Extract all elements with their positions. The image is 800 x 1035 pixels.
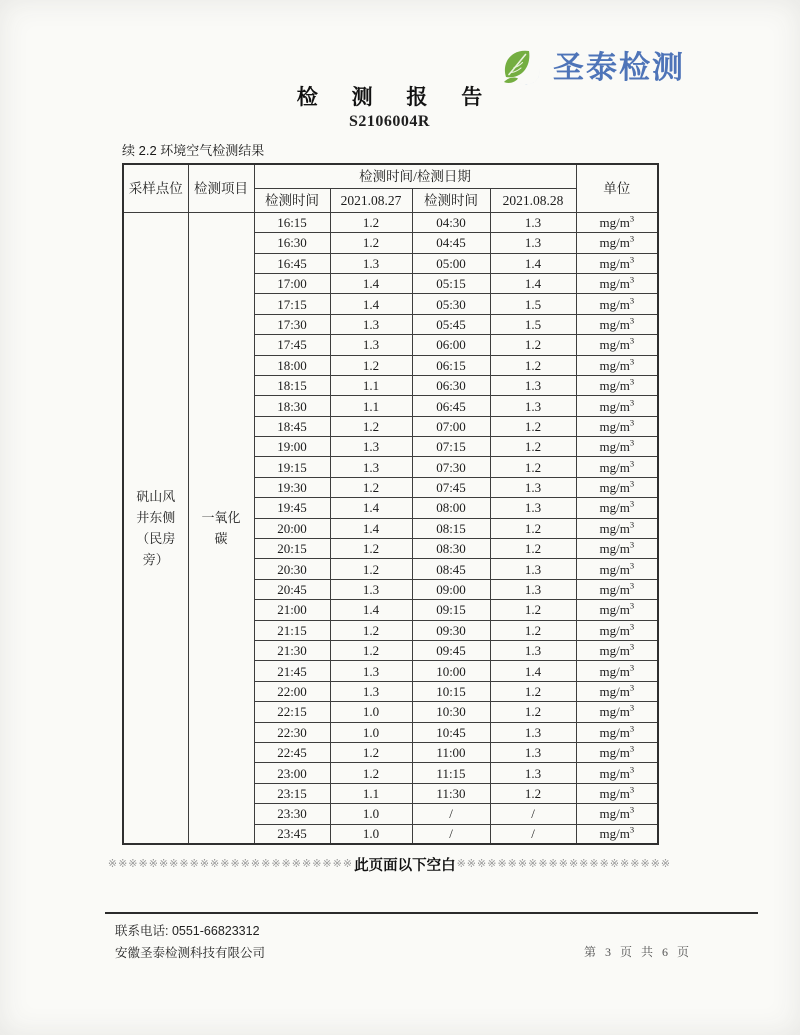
time-cell-day1: 23:00 (254, 763, 330, 783)
time-cell-day2: 04:45 (412, 233, 490, 253)
time-cell-day1: 16:45 (254, 253, 330, 273)
time-cell-day1: 17:00 (254, 273, 330, 293)
time-cell-day2: 07:15 (412, 437, 490, 457)
time-cell-day2: 08:15 (412, 518, 490, 538)
value-cell-day2: 1.3 (490, 742, 576, 762)
unit-cell: $mg/m^3$ (576, 375, 658, 395)
value-cell-day2: 1.3 (490, 375, 576, 395)
time-cell-day1: 19:00 (254, 437, 330, 457)
time-cell-day1: 23:45 (254, 824, 330, 844)
value-cell-day1: 1.4 (330, 273, 412, 293)
unit-cell: $mg/m^3$ (576, 273, 658, 293)
unit-cell: $mg/m^3$ (576, 314, 658, 334)
value-cell-day1: 1.1 (330, 375, 412, 395)
unit-cell: $mg/m^3$ (576, 783, 658, 803)
time-cell-day2: 09:00 (412, 579, 490, 599)
value-cell-day2: 1.2 (490, 437, 576, 457)
unit-cell: $mg/m^3$ (576, 233, 658, 253)
time-cell-day2: / (412, 824, 490, 844)
unit-cell: $mg/m^3$ (576, 559, 658, 579)
page-indicator: 第 3 页 共 6 页 (583, 945, 692, 959)
unit-cell: $mg/m^3$ (576, 355, 658, 375)
unit-cell: $mg/m^3$ (576, 253, 658, 273)
unit-cell: $mg/m^3$ (576, 518, 658, 538)
unit-cell: $mg/m^3$ (576, 804, 658, 824)
value-cell-day2: 1.2 (490, 702, 576, 722)
col-header-unit: 单位 (576, 164, 658, 212)
time-cell-day2: 11:00 (412, 742, 490, 762)
value-cell-day1: 1.2 (330, 355, 412, 375)
value-cell-day2: 1.4 (490, 273, 576, 293)
value-cell-day1: 1.3 (330, 579, 412, 599)
time-cell-day1: 18:30 (254, 396, 330, 416)
unit-cell: $mg/m^3$ (576, 702, 658, 722)
time-cell-day1: 23:30 (254, 804, 330, 824)
value-cell-day2: 1.3 (490, 579, 576, 599)
results-tbody (123, 212, 658, 844)
unit-cell: $mg/m^3$ (576, 824, 658, 844)
value-cell-day2: 1.2 (490, 416, 576, 436)
value-cell-day1: 1.3 (330, 661, 412, 681)
value-cell-day1: 1.2 (330, 742, 412, 762)
value-cell-day1: 1.3 (330, 681, 412, 701)
unit-cell: $mg/m^3$ (576, 620, 658, 640)
time-cell-day2: 08:45 (412, 559, 490, 579)
unit-cell: $mg/m^3$ (576, 722, 658, 742)
time-cell-day2: / (412, 804, 490, 824)
value-cell-day2: 1.5 (490, 314, 576, 334)
value-cell-day1: 1.3 (330, 437, 412, 457)
time-cell-day2: 06:15 (412, 355, 490, 375)
value-cell-day1: 1.2 (330, 233, 412, 253)
value-cell-day2: 1.3 (490, 498, 576, 518)
time-cell-day1: 16:30 (254, 233, 330, 253)
time-cell-day1: 20:15 (254, 539, 330, 559)
time-cell-day1: 22:30 (254, 722, 330, 742)
marker-stars-left: ※※※※※※※※※※※※※※※※※※※※※※※※ (107, 858, 354, 871)
time-cell-day1: 18:45 (254, 416, 330, 436)
value-cell-day1: 1.0 (330, 824, 412, 844)
value-cell-day1: 1.4 (330, 600, 412, 620)
time-cell-day2: 04:30 (412, 212, 490, 232)
value-cell-day2: 1.2 (490, 335, 576, 355)
time-cell-day2: 06:30 (412, 375, 490, 395)
value-cell-day2: 1.2 (490, 681, 576, 701)
unit-cell: $mg/m^3$ (576, 294, 658, 314)
value-cell-day1: 1.3 (330, 457, 412, 477)
value-cell-day2: 1.3 (490, 722, 576, 742)
time-cell-day1: 21:15 (254, 620, 330, 640)
time-cell-day1: 19:30 (254, 477, 330, 497)
time-cell-day2: 10:15 (412, 681, 490, 701)
value-cell-day1: 1.1 (330, 783, 412, 803)
report-number: S2106004R (349, 113, 430, 131)
time-cell-day1: 21:00 (254, 600, 330, 620)
time-cell-day2: 09:15 (412, 600, 490, 620)
unit-cell: $mg/m^3$ (576, 335, 658, 355)
time-cell-day1: 18:15 (254, 375, 330, 395)
unit-cell: $mg/m^3$ (576, 641, 658, 661)
unit-cell: $mg/m^3$ (576, 579, 658, 599)
time-cell-day1: 22:15 (254, 702, 330, 722)
value-cell-day2: 1.3 (490, 233, 576, 253)
time-cell-day2: 05:45 (412, 314, 490, 334)
time-cell-day2: 08:30 (412, 539, 490, 559)
contact-phone: 联系电话: 0551-66823312 (115, 924, 260, 938)
value-cell-day2: / (490, 804, 576, 824)
logo-wordmark: 圣泰检测 (553, 49, 685, 85)
table-row (123, 212, 658, 232)
unit-cell: $mg/m^3$ (576, 681, 658, 701)
table-header (123, 164, 658, 212)
time-cell-day1: 21:45 (254, 661, 330, 681)
sampling-point-cell: 矾山风井东侧（民房旁） (123, 212, 188, 844)
header-row-1 (123, 164, 658, 188)
report-body (107, 0, 672, 875)
time-cell-day1: 18:00 (254, 355, 330, 375)
time-cell-day2: 06:00 (412, 335, 490, 355)
time-cell-day2: 10:45 (412, 722, 490, 742)
value-cell-day2: 1.3 (490, 212, 576, 232)
time-cell-day1: 23:15 (254, 783, 330, 803)
value-cell-day2: 1.3 (490, 396, 576, 416)
value-cell-day1: 1.2 (330, 763, 412, 783)
value-cell-day1: 1.2 (330, 416, 412, 436)
unit-cell: $mg/m^3$ (576, 416, 658, 436)
test-item-cell: 一氧化碳 (188, 212, 254, 844)
unit-cell: $mg/m^3$ (576, 742, 658, 762)
unit-cell: $mg/m^3$ (576, 212, 658, 232)
company-name: 安徽圣泰检测科技有限公司 (115, 946, 266, 960)
time-cell-day2: 10:30 (412, 702, 490, 722)
time-cell-day2: 05:30 (412, 294, 490, 314)
time-cell-day1: 17:45 (254, 335, 330, 355)
value-cell-day1: 1.3 (330, 253, 412, 273)
value-cell-day1: 1.3 (330, 314, 412, 334)
time-cell-day1: 16:15 (254, 212, 330, 232)
value-cell-day1: 1.2 (330, 212, 412, 232)
col-header-time-2: 检测时间 (412, 188, 490, 212)
time-cell-day1: 20:45 (254, 579, 330, 599)
marker-stars-right: ※※※※※※※※※※※※※※※※※※※※※ (456, 858, 672, 871)
time-cell-day2: 07:00 (412, 416, 490, 436)
col-header-date-2: 2021.08.28 (490, 188, 576, 212)
time-cell-day2: 09:30 (412, 620, 490, 640)
value-cell-day1: 1.4 (330, 498, 412, 518)
value-cell-day2: 1.2 (490, 539, 576, 559)
unit-cell: $mg/m^3$ (576, 763, 658, 783)
time-cell-day2: 11:30 (412, 783, 490, 803)
time-cell-day1: 22:45 (254, 742, 330, 762)
value-cell-day2: 1.2 (490, 620, 576, 640)
time-cell-day1: 22:00 (254, 681, 330, 701)
blank-below-marker (107, 854, 672, 875)
report-title: 检 测 报 告 (296, 86, 497, 109)
value-cell-day2: 1.2 (490, 600, 576, 620)
time-cell-day2: 08:00 (412, 498, 490, 518)
value-cell-day2: 1.3 (490, 641, 576, 661)
unit-cell: $mg/m^3$ (576, 477, 658, 497)
value-cell-day2: / (490, 824, 576, 844)
value-cell-day1: 1.0 (330, 804, 412, 824)
value-cell-day1: 1.0 (330, 722, 412, 742)
page-footer (105, 912, 758, 961)
col-header-test-item: 检测项目 (188, 164, 254, 212)
value-cell-day2: 1.2 (490, 783, 576, 803)
unit-cell: $mg/m^3$ (576, 600, 658, 620)
time-cell-day2: 05:00 (412, 253, 490, 273)
time-cell-day2: 07:45 (412, 477, 490, 497)
unit-cell: $mg/m^3$ (576, 437, 658, 457)
time-cell-day1: 17:30 (254, 314, 330, 334)
value-cell-day1: 1.2 (330, 559, 412, 579)
value-cell-day1: 1.2 (330, 641, 412, 661)
unit-cell: $mg/m^3$ (576, 661, 658, 681)
value-cell-day2: 1.2 (490, 457, 576, 477)
footer-divider (105, 912, 758, 914)
value-cell-day1: 1.1 (330, 396, 412, 416)
col-header-time-1: 检测时间 (254, 188, 330, 212)
section-caption: 续 2.2 环境空气检测结果 (122, 143, 265, 159)
marker-label: 此页面以下空白 (354, 858, 456, 875)
unit-cell: $mg/m^3$ (576, 396, 658, 416)
unit-cell: $mg/m^3$ (576, 457, 658, 477)
col-header-time-date-group: 检测时间/检测日期 (254, 164, 576, 188)
time-cell-day1: 19:45 (254, 498, 330, 518)
time-cell-day2: 11:15 (412, 763, 490, 783)
value-cell-day2: 1.5 (490, 294, 576, 314)
value-cell-day1: 1.4 (330, 294, 412, 314)
air-quality-results-table (122, 163, 659, 845)
value-cell-day2: 1.4 (490, 253, 576, 273)
time-cell-day2: 07:30 (412, 457, 490, 477)
value-cell-day1: 1.2 (330, 477, 412, 497)
value-cell-day1: 1.0 (330, 702, 412, 722)
col-header-date-1: 2021.08.27 (330, 188, 412, 212)
time-cell-day2: 05:15 (412, 273, 490, 293)
time-cell-day2: 06:45 (412, 396, 490, 416)
value-cell-day2: 1.3 (490, 477, 576, 497)
value-cell-day2: 1.3 (490, 763, 576, 783)
time-cell-day2: 09:45 (412, 641, 490, 661)
value-cell-day2: 1.3 (490, 559, 576, 579)
time-cell-day1: 20:30 (254, 559, 330, 579)
unit-cell: $mg/m^3$ (576, 539, 658, 559)
time-cell-day2: 10:00 (412, 661, 490, 681)
time-cell-day1: 19:15 (254, 457, 330, 477)
value-cell-day1: 1.4 (330, 518, 412, 538)
time-cell-day1: 20:00 (254, 518, 330, 538)
time-cell-day1: 21:30 (254, 641, 330, 661)
value-cell-day1: 1.2 (330, 539, 412, 559)
time-cell-day1: 17:15 (254, 294, 330, 314)
value-cell-day1: 1.2 (330, 620, 412, 640)
unit-cell: $mg/m^3$ (576, 498, 658, 518)
value-cell-day2: 1.2 (490, 355, 576, 375)
col-header-sampling-point: 采样点位 (123, 164, 188, 212)
value-cell-day1: 1.3 (330, 335, 412, 355)
value-cell-day2: 1.4 (490, 661, 576, 681)
value-cell-day2: 1.2 (490, 518, 576, 538)
